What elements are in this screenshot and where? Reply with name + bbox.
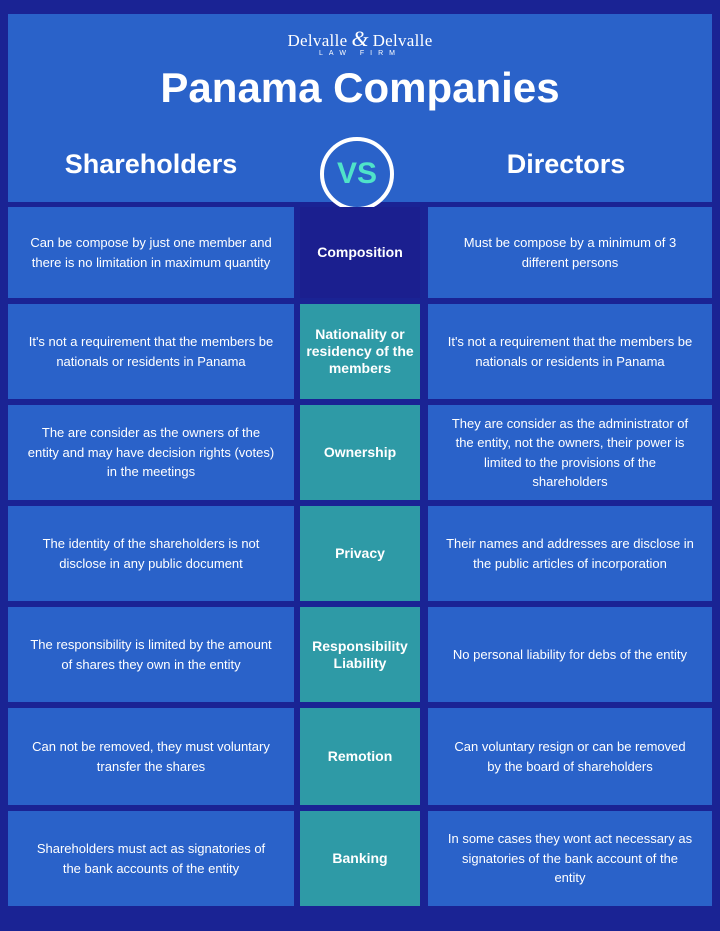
directors-cell: It's not a requirement that the members be nationals or residents in Panama: [428, 304, 712, 399]
law-firm-logo: [8, 26, 712, 57]
shareholders-cell: The responsibility is limited by the amount of shares they own in the entity: [8, 607, 294, 702]
table-row: [8, 207, 712, 298]
brand-ampersand: &: [351, 26, 369, 51]
table-row: [8, 405, 712, 500]
table-row: [8, 304, 712, 399]
directors-cell: Their names and addresses are disclose in the public articles of incorporation: [428, 506, 712, 601]
shareholders-cell: The identity of the shareholders is not disclose in any public document: [8, 506, 294, 601]
shareholders-heading: Shareholders: [64, 149, 238, 179]
brand-second: Delvalle: [372, 31, 433, 50]
table-row: [8, 607, 712, 702]
row-label: Ownership: [300, 405, 420, 500]
shareholders-cell: It's not a requirement that the members be nationals or residents in Panama: [8, 304, 294, 399]
shareholders-cell: Can be compose by just one member and there is no limitation in maximum quantity: [8, 207, 294, 298]
brand-first: Delvalle: [287, 31, 348, 50]
row-label: Banking: [300, 811, 420, 906]
shareholders-cell: The are consider as the owners of the entity and may have decision rights (votes) in the meetings: [8, 405, 294, 500]
row-label: Remotion: [300, 708, 420, 805]
table-row: [8, 811, 712, 906]
directors-cell: In some cases they wont act necessary as signatories of the bank account of the entity: [428, 811, 712, 906]
directors-cell: They are consider as the administrator of the entity, not the owners, their power is limited to the provisions of the shareholders: [428, 405, 712, 500]
row-label: Nationality or residency of the members: [300, 304, 420, 399]
directors-cell: No personal liability for debs of the entity: [428, 607, 712, 702]
vs-badge: VS: [320, 137, 394, 211]
row-label: Responsibility Liability: [300, 607, 420, 702]
shareholders-cell: Can not be removed, they must voluntary transfer the shares: [8, 708, 294, 805]
row-label: Composition: [300, 207, 420, 298]
shareholders-cell: Shareholders must act as signatories of the bank accounts of the entity: [8, 811, 294, 906]
header-panel: [8, 14, 712, 202]
table-row: [8, 506, 712, 601]
directors-heading: Directors: [506, 149, 626, 179]
table-row: [8, 708, 712, 805]
brand-subtitle: LAW FIRM: [319, 50, 401, 57]
row-label: Privacy: [300, 506, 420, 601]
directors-cell: Can voluntary resign or can be removed by the board of shareholders: [428, 708, 712, 805]
page-title: Panama Companies: [160, 64, 560, 111]
directors-cell: Must be compose by a minimum of 3 different persons: [428, 207, 712, 298]
